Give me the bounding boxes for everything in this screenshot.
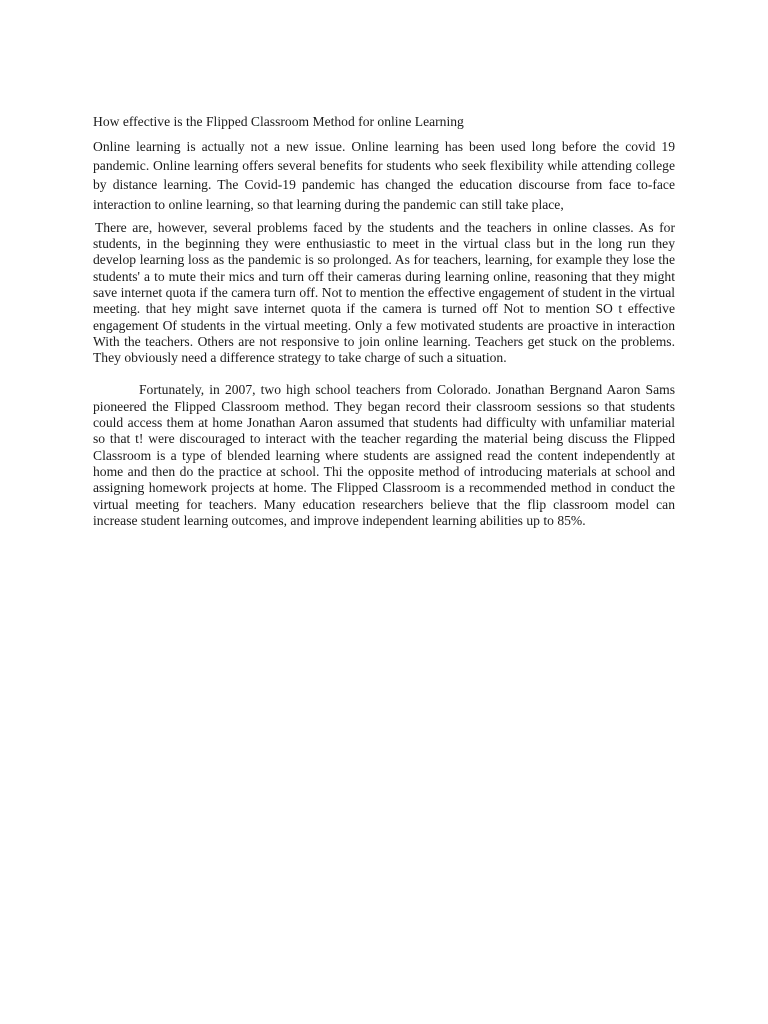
document-body [93,113,675,529]
paragraph-intro: Online learning is actually not a new issue. Online learning has been used long before the covid 19 pandemic. Online learning offers several benefits for students who seek flexibility while attending college by distance learning. The Covid-19 pandemic has changed the education discourse from face to-face interaction to online learning, so that learning during the pandemic can still take place, [93,139,675,212]
paragraph-flipped-classroom: Fortunately, in 2007, two high school teachers from Colorado. Jonathan Bergnand Aaron Sams pioneered the Flipped Classroom method. They began record their classroom sessions so that students could access them at home Jonathan Aaron assumed that students had difficulty with unfamiliar material so that t! were discouraged to interact with the teacher regarding the material being discuss the Flipped Classroom is a type of blended learning where students are assigned read the content independently at home and then do the practice at school. Thi the opposite method of introducing materials at school and assigning homework projects at home. The Flipped Classroom is a recommended method in conduct the virtual meeting for teachers. Many education researchers believe that the flip classroom model can increase student learning outcomes, and improve independent learning abilities up to 85%. [93,382,675,528]
document-title: How effective is the Flipped Classroom Method for online Learning [93,114,464,129]
paragraph-problems: There are, however, several problems faced by the students and the teachers in online classes. As for students, in the beginning they were enthusiastic to meet in the virtual class but in the long run they develop learning loss as the pandemic is so prolonged. As for teachers, learning, for example they lose the students' a to mute their mics and turn off their cameras during learning online, reasoning that they might save internet quota if the camera turn off. Not to mention the effective engagement of student in the virtual meeting. that hey might save internet quota if the camera is turned off Not to mention SO t effective engagement Of students in the virtual meeting. Only a few motivated students are proactive in interaction With the teachers. Others are not responsive to join online learning. Teachers get stuck on the problems. They obviously need a difference strategy to take charge of such a situation. [93,219,675,366]
